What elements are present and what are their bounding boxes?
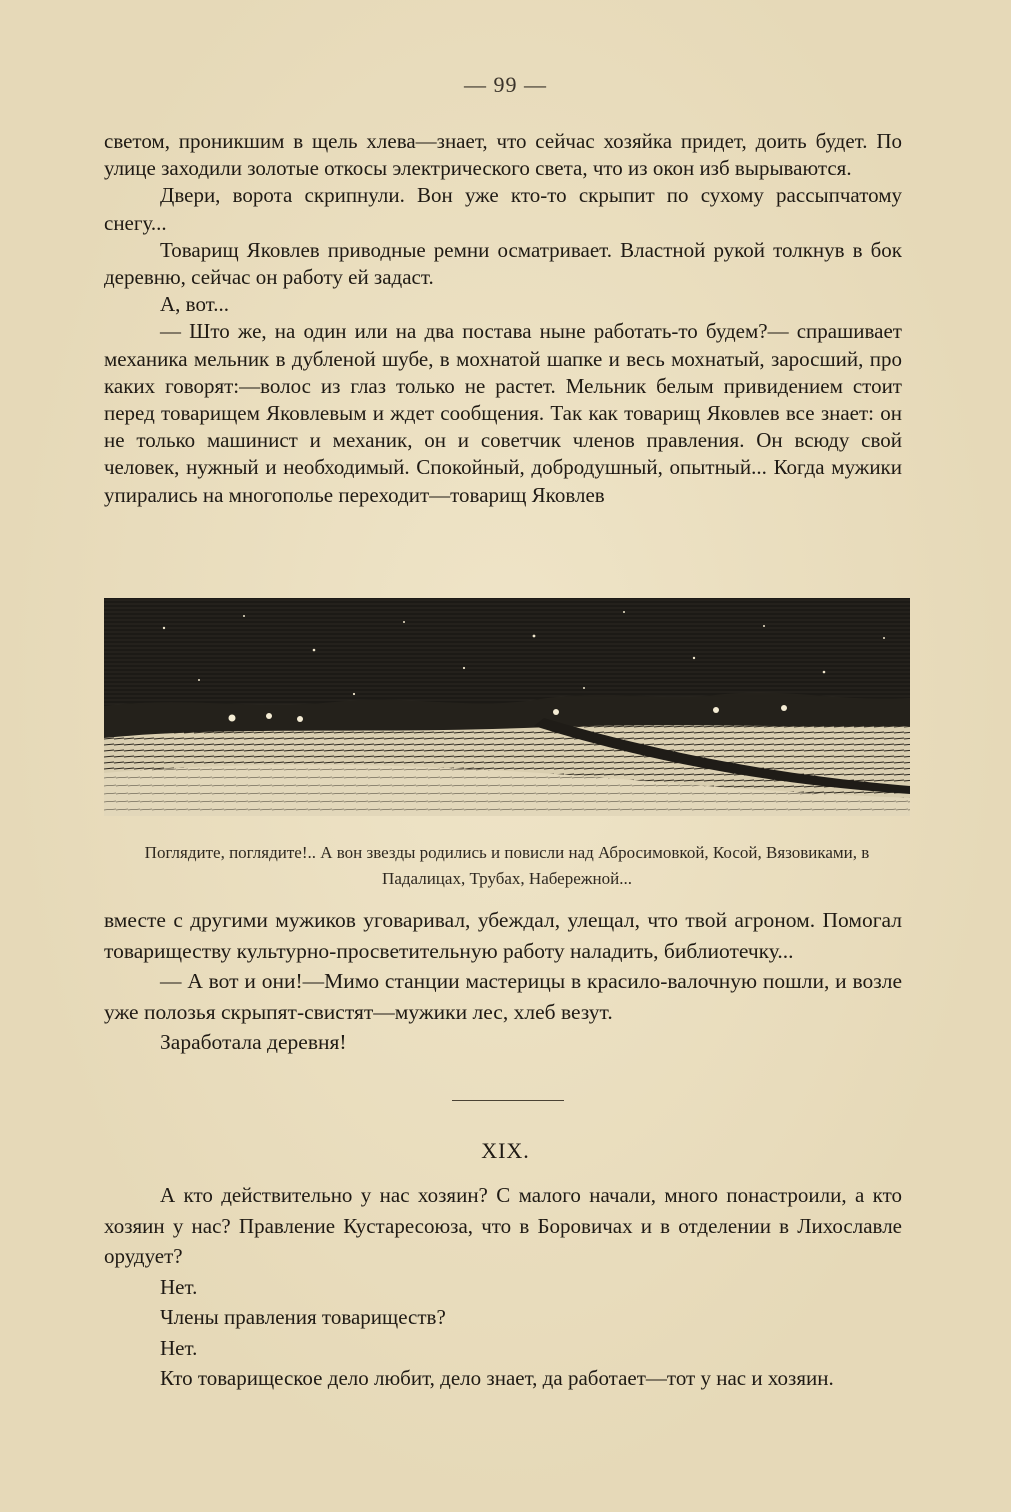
chapter-heading: XIX. — [481, 1138, 530, 1163]
night-village-illustration — [104, 598, 910, 816]
paragraph: — Што же, на один или на два постава ныне работать-то будем?— спрашивает механика мельник в дубленой шубе, в мохнатой шапке и весь мохнатый, заросший, про каких говорят:—волос из глаз только не растет. Мельник белым привидением стоит перед товарищем Яковлевым и ждет сообщения. Так как товарищ Яковлев все знает: он не только машинист и механик, он и советчик членов правления. Он всюду свой человек, нужный и необходимый. Спокойный, добродушный, опытный... Когда мужики упирались на многополье переходит—товарищ Яковлев — [104, 319, 902, 507]
paragraph: вместе с другими мужиков уговаривал, убеждал, улещал, что твой агроном. Помогал товариществу культурно-просветительную работу наладить, библиотечку... — [104, 908, 902, 963]
engraving-image — [104, 598, 910, 816]
paragraph: Члены правления товариществ? — [160, 1305, 446, 1329]
paragraph: Товарищ Яковлев приводные ремни осматривает. Властной рукой толкнув в бок деревню, сейчас он работу ей задаст. — [104, 237, 902, 290]
text-block-top — [104, 128, 902, 509]
page-number: — 99 — — [464, 72, 547, 97]
paragraph: Нет. — [160, 1274, 198, 1299]
text-block-middle — [104, 905, 902, 1058]
paragraph: А кто действительно у нас хозяин? С малого начали, много понастроили, а кто хозяин у нас? Правление Кустаресоюза, что в Боровичах и в отделении в Лихославле орудует? — [104, 1183, 902, 1268]
paragraph: — А вот и они!—Мимо станции мастерицы в красило-валочную пошли, и возле уже полозья скрыпят-свистят—мужики лес, хлеб везут. — [104, 969, 902, 1024]
paragraph: А, вот... — [160, 292, 230, 317]
paragraph: Заработала деревня! — [160, 1030, 347, 1054]
paragraph: светом, проникшим в щель хлева—знает, что сейчас хозяйка придет, доить будет. По улице заходили золотые откосы электрического света, что из окон изб вырываются. — [104, 129, 902, 181]
section-divider — [452, 1100, 564, 1101]
paragraph: Кто товарищеское дело любит, дело знает, да работает—тот у нас и хозяин. — [160, 1366, 834, 1390]
text-block-bottom — [104, 1180, 902, 1394]
illustration-caption: Поглядите, поглядите!.. А вон звезды родились и повисли над Абросимовкой, Косой, Вязовиками, в Падалицах, Трубах, Набережной... — [144, 843, 870, 888]
paragraph: Нет. — [160, 1335, 198, 1360]
paragraph: Двери, ворота скрипнули. Вон уже кто-то скрыпит по сухому рассыпчатому снегу... — [104, 183, 902, 235]
